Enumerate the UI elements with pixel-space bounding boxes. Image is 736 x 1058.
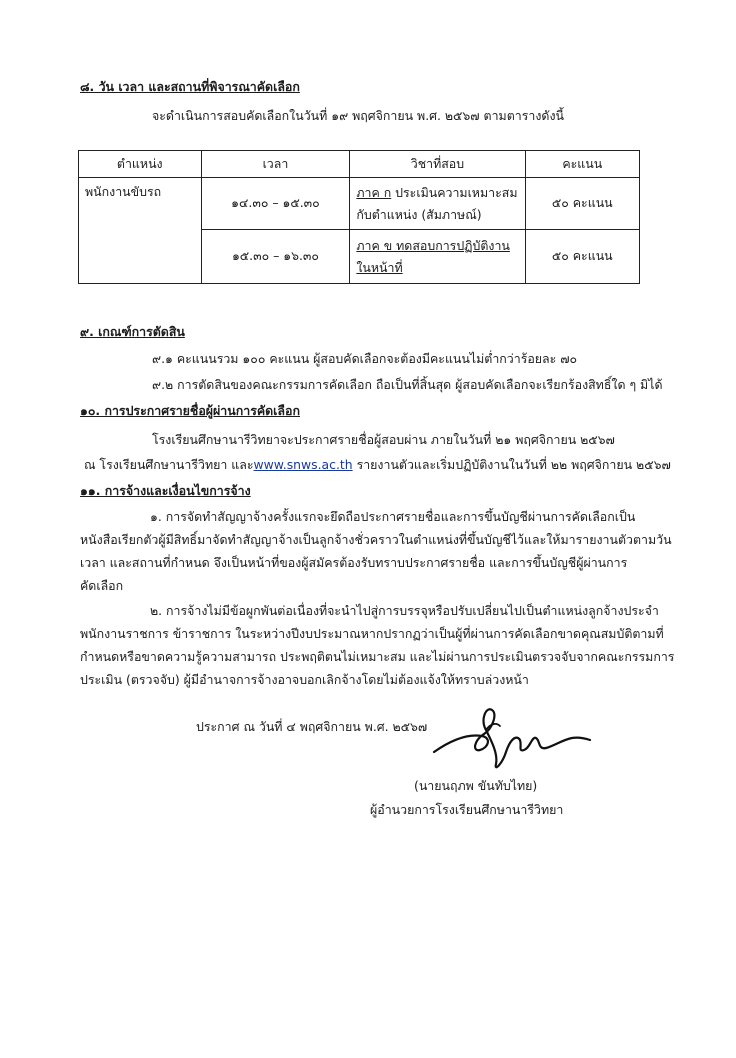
section11-p2-line2: พนักงานราชการ ข้าราชการ ในระหว่างปีงบประมาณหากปรากฏว่าเป็นผู้ที่ผ่านการคัดเลือกขาดคุณสมบัติตามที่: [80, 626, 664, 641]
subject-text: ภาค ข ทดสอบการปฏิบัติงาน: [356, 237, 510, 253]
section9-item1: ๙.๑ คะแนนรวม ๑๐๐ คะแนน ผู้สอบคัดเลือกจะต้องมีคะแนนไม่ต่ำกว่าร้อยละ ๗๐: [152, 351, 578, 366]
school-website-link[interactable]: www.snws.ac.th: [253, 457, 353, 472]
subject-text: ประเมินความเหมาะสม: [391, 184, 518, 200]
section10-line1: โรงเรียนศึกษานารีวิทยาจะประกาศรายชื่อผู้สอบผ่าน ภายในวันที่ ๒๑ พฤศจิกายน ๒๕๖๗: [152, 432, 615, 447]
subject-text-line2: กับตำแหน่ง (สัมภาษณ์): [356, 206, 482, 222]
table-header-row: [79, 151, 640, 178]
header-subject: วิชาที่สอบ: [350, 151, 525, 178]
time-cell: ๑๕.๓๐ – ๑๖.๓๐: [201, 230, 350, 284]
section9-item2: ๙.๒ การตัดสินของคณะกรรมการคัดเลือก ถือเป็นที่สิ้นสุด ผู้สอบคัดเลือกจะเรียกร้องสิทธิ์ใด ๆ มิได้: [152, 377, 663, 392]
section11-p1-line4: คัดเลือก: [80, 578, 124, 593]
section8-intro: จะดำเนินการสอบคัดเลือกในวันที่ ๑๙ พฤศจิกายน พ.ศ. ๒๕๖๗ ตามตารางดังนี้: [152, 108, 564, 123]
section11-heading: ๑๑. การจ้างและเงื่อนไขการจ้าง: [80, 483, 251, 498]
table-row: [79, 178, 640, 230]
section11-p2-line4: ประเมิน (ตรวจจับ) ผู้มีอำนาจการจ้างอาจบอกเลิกจ้างโดยไม่ต้องแจ้งให้ทราบล่วงหน้า: [80, 672, 529, 687]
section10-line2: [84, 456, 671, 475]
section11-p2-line1: ๒. การจ้างไม่มีข้อผูกพันต่อเนื่องที่จะนำไปสู่การบรรจุหรือปรับเปลี่ยนไปเป็นตำแหน่งลูกจ้างประจำ: [150, 603, 659, 618]
section11-p1-line2: หนังสือเรียกตัวผู้มีสิทธิ์มาจัดทำสัญญาจ้างเป็นลูกจ้างชั่วคราวในตำแหน่งที่ขึ้นบัญชีไว้และให้มารายงานตัวตามวัน: [80, 532, 672, 547]
announcement-date: ประกาศ ณ วันที่ ๔ พฤศจิกายน พ.ศ. ๒๕๖๗: [196, 719, 428, 734]
section9-heading: ๙. เกณฑ์การตัดสิน: [80, 324, 185, 339]
handwritten-signature: [426, 694, 596, 774]
subject-cell: [350, 230, 525, 284]
header-position: ตำแหน่ง: [79, 151, 202, 178]
signer-name: (นายนฤภพ ขันทับไทย): [414, 778, 538, 793]
section10-line2-post: รายงานตัวและเริ่มปฏิบัติงานในวันที่ ๒๒ พฤศจิกายน ๒๕๖๗: [352, 457, 671, 472]
score-cell: ๕๐ คะแนน: [525, 230, 639, 284]
header-score: คะแนน: [525, 151, 639, 178]
score-cell: ๕๐ คะแนน: [525, 178, 639, 230]
section11-p1-line1: ๑. การจัดทำสัญญาจ้างครั้งแรกจะยึดถือประกาศรายชื่อและการขึ้นบัญชีผ่านการคัดเลือกเป็น: [150, 509, 636, 524]
section8-heading: ๘. วัน เวลา และสถานที่พิจารณาคัดเลือก: [80, 79, 300, 94]
section10-line2-pre: ณ โรงเรียนศึกษานารีวิทยา และ: [84, 457, 254, 472]
signer-title: ผู้อำนวยการโรงเรียนศึกษานารีวิทยา: [370, 802, 564, 817]
subject-text-line2: ในหน้าที่: [356, 259, 403, 275]
exam-schedule-table: [78, 150, 640, 284]
section11-p2-line3: กำหนดหรือขาดความรู้ความสามารถ ประพฤติตนไม่เหมาะสม และไม่ผ่านการประเมินตรวจจับจากคณะกรรมการ: [80, 649, 675, 664]
position-cell: พนักงานขับรถ: [79, 178, 202, 284]
subject-cell: [350, 178, 525, 230]
section10-heading: ๑๐. การประกาศรายชื่อผู้ผ่านการคัดเลือก: [80, 403, 300, 418]
part-a-label: ภาค ก: [356, 184, 392, 200]
time-cell: ๑๔.๓๐ – ๑๕.๓๐: [201, 178, 350, 230]
header-time: เวลา: [201, 151, 350, 178]
section11-p1-line3: เวลา และสถานที่กำหนด จึงเป็นหน้าที่ของผู้สมัครต้องรับทราบประกาศรายชื่อ และการขึ้นบัญชีผู้ผ่านการ: [80, 555, 628, 570]
